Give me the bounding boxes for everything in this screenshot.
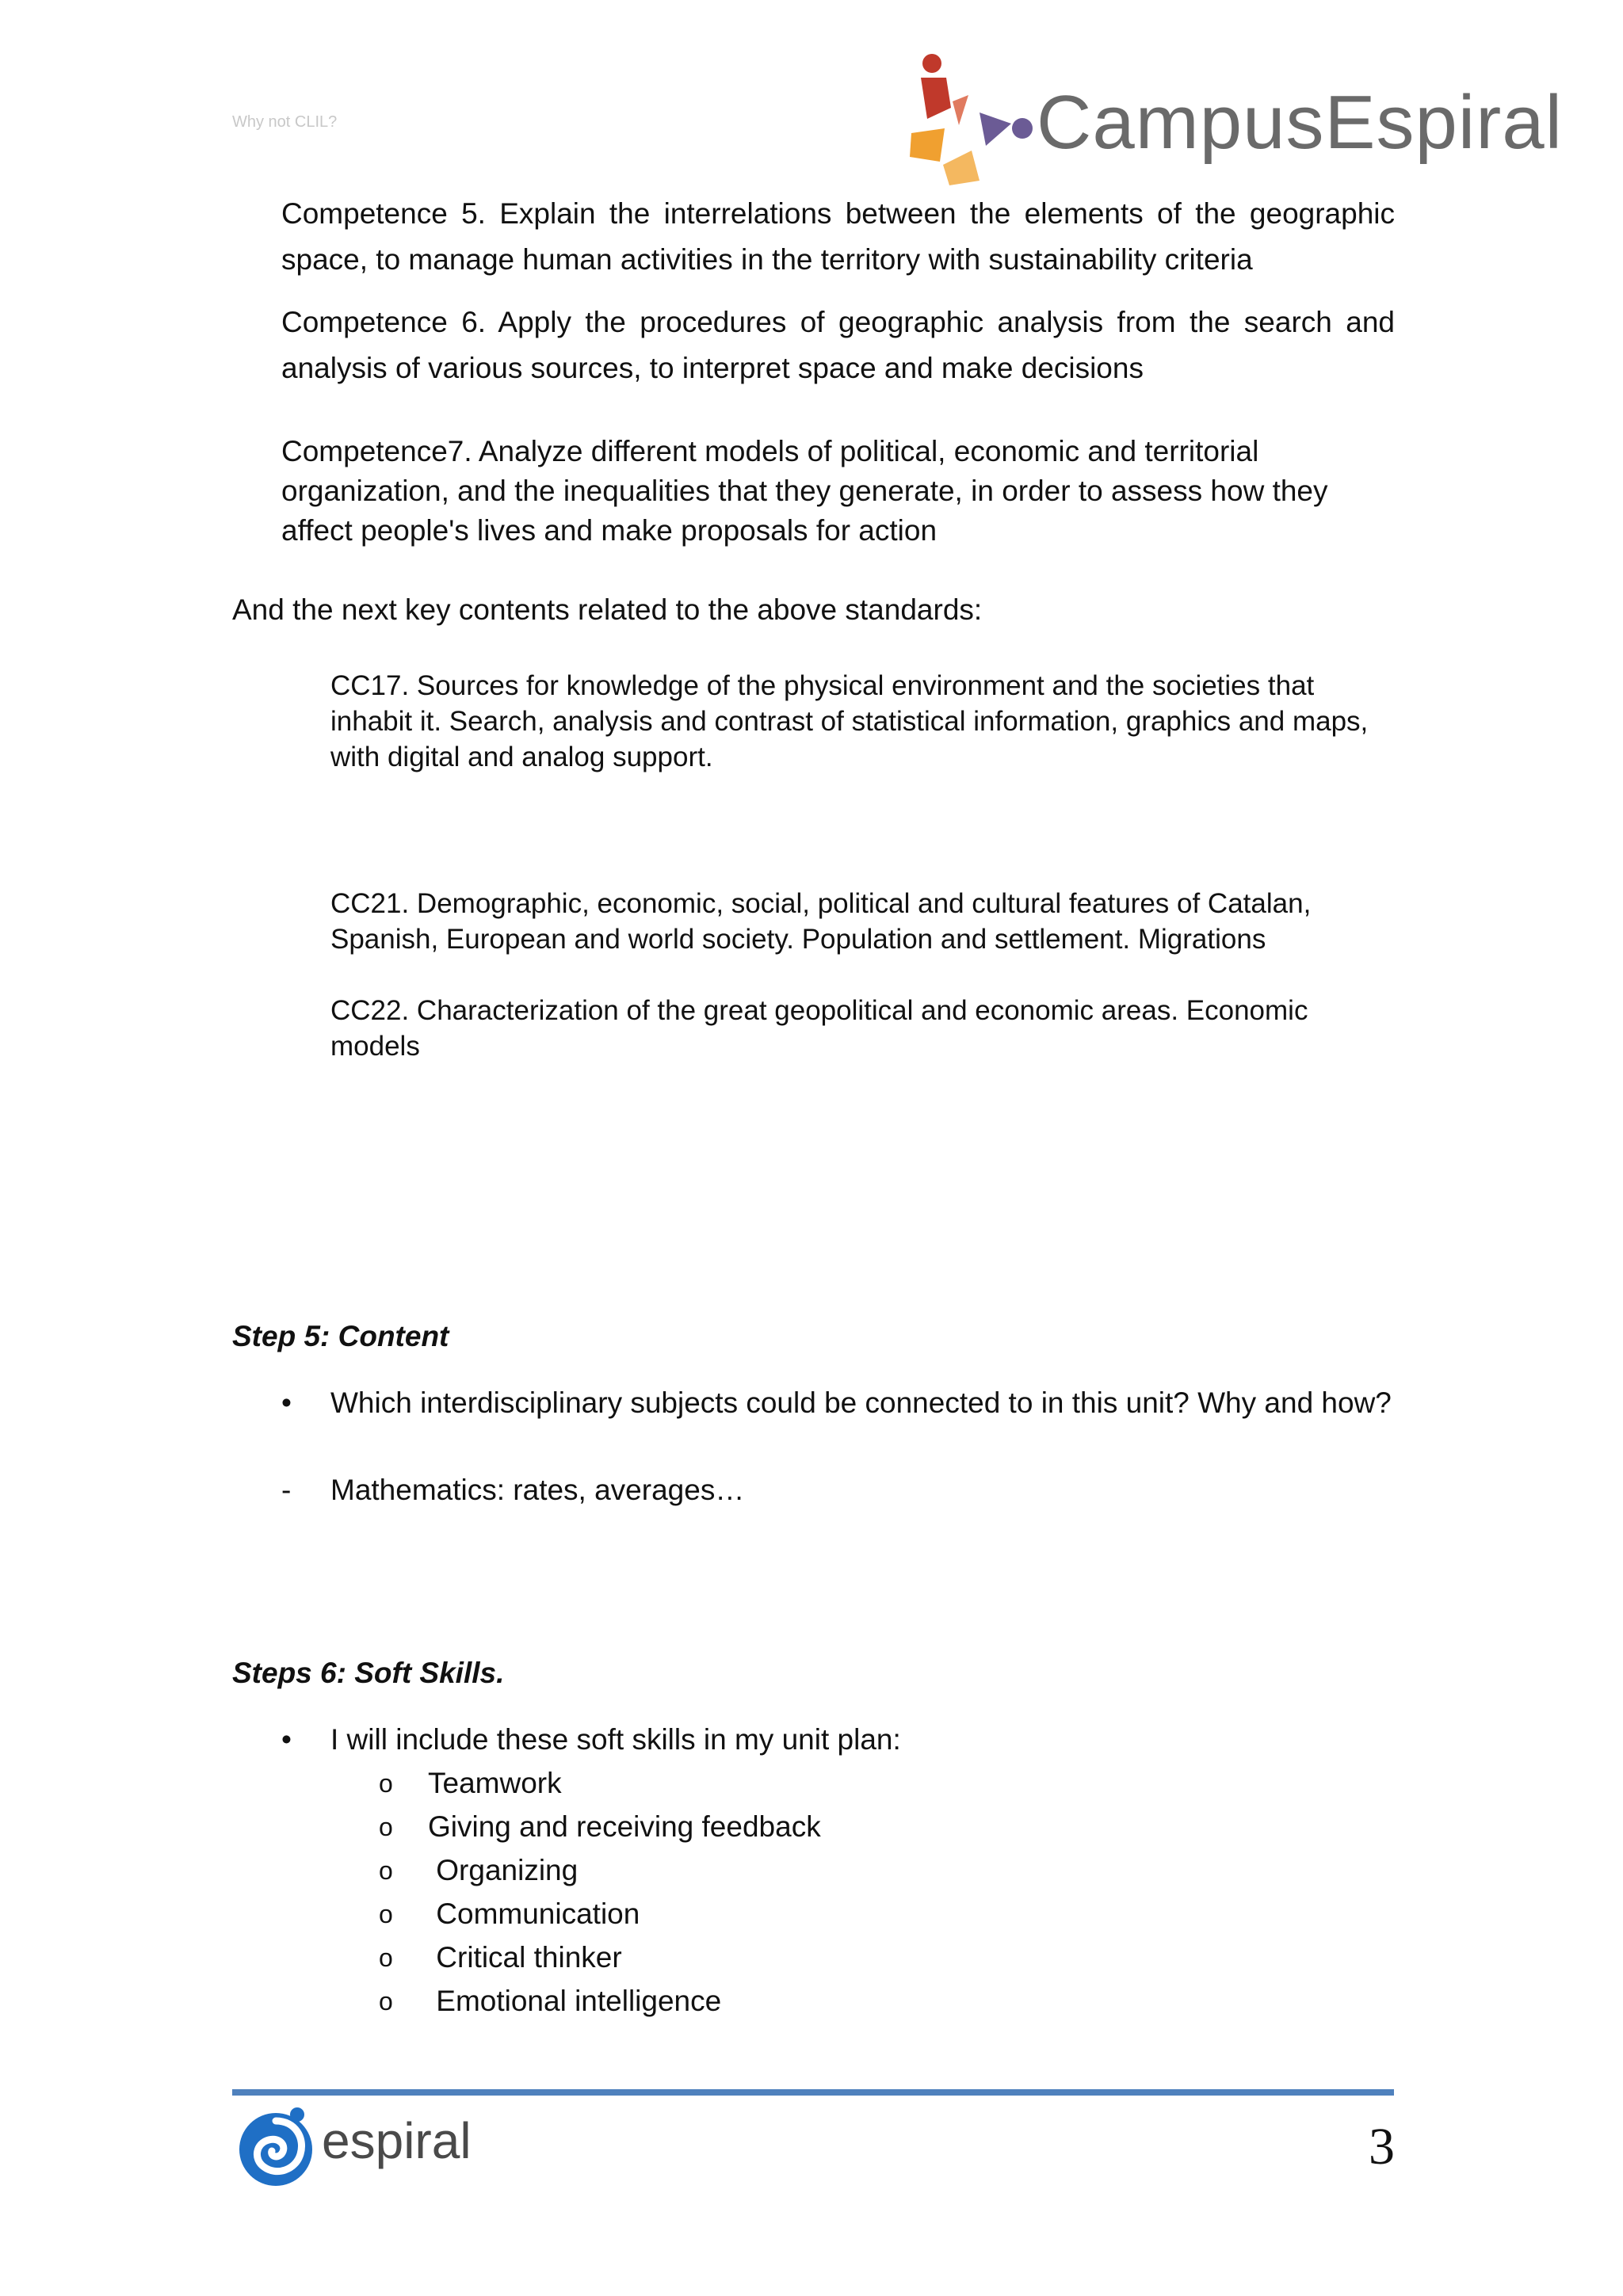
step-5-question: Which interdisciplinary subjects could be connected to in this unit? Why and how? xyxy=(330,1386,1392,1419)
campus-espiral-wordmark: CampusEspiral xyxy=(1037,80,1563,165)
step-5-heading: Step 5: Content xyxy=(232,1320,449,1352)
competence-5: Competence 5. Explain the interrelations between the elements of the geographic space, to manage human activities in the territory with sustainability criteria xyxy=(281,197,1395,276)
campus-espiral-logo-icon xyxy=(903,46,1038,189)
soft-skill-label: Critical thinker xyxy=(428,1941,622,1974)
soft-skill-label: Teamwork xyxy=(428,1767,562,1799)
step-6-intro: I will include these soft skills in my unit plan: xyxy=(330,1723,901,1756)
circle-marker-icon: o xyxy=(379,1987,393,2016)
circle-marker-icon: o xyxy=(379,1769,393,1798)
circle-marker-icon: o xyxy=(379,1900,393,1928)
competence-6: Competence 6. Apply the procedures of geographic analysis from the search and analysis of various sources, to interpret space and make decisions xyxy=(281,306,1395,384)
key-content-cc22: CC22. Characterization of the great geopolitical and economic areas. Economic models xyxy=(330,995,1308,1062)
soft-skill-label: Giving and receiving feedback xyxy=(428,1810,821,1843)
dash-marker-icon: - xyxy=(281,1474,292,1506)
key-contents-intro: And the next key contents related to the above standards: xyxy=(232,593,983,626)
bullet-dot-icon: • xyxy=(281,1386,292,1419)
running-header-title: Why not CLIL? xyxy=(232,113,338,131)
circle-marker-icon: o xyxy=(379,1943,393,1972)
step-6-heading: Steps 6: Soft Skills. xyxy=(232,1657,505,1689)
espiral-footer-logo xyxy=(232,2103,486,2191)
circle-marker-icon: o xyxy=(379,1856,393,1885)
soft-skill-label: Organizing xyxy=(428,1854,579,1886)
circle-marker-icon: o xyxy=(379,1813,393,1841)
campus-espiral-logo xyxy=(903,46,1563,189)
espiral-wordmark: espiral xyxy=(322,2112,472,2169)
footer-divider xyxy=(232,2089,1394,2096)
key-content-cc17: CC17. Sources for knowledge of the physical environment and the societies that inhabit it. Search, analysis and contrast of statistical information, graphics and maps, with digital and analog support. xyxy=(330,670,1369,772)
espiral-spiral-icon xyxy=(232,2103,319,2191)
page-number: 3 xyxy=(1369,2118,1395,2176)
soft-skill-label: Communication xyxy=(428,1897,640,1930)
bullet-dot-icon: • xyxy=(281,1723,292,1756)
step-5-answer: Mathematics: rates, averages… xyxy=(330,1474,745,1506)
competence-7: Competence7. Analyze different models of political, economic and territorial organization, and the inequalities that they generate, in order to assess how they affect people's lives and make proposals for action xyxy=(281,435,1328,547)
key-content-cc21: CC21. Demographic, economic, social, political and cultural features of Catalan, Spanish, European and world society. Population and settlement. Migrations xyxy=(330,888,1312,955)
soft-skill-label: Emotional intelligence xyxy=(428,1985,722,2017)
